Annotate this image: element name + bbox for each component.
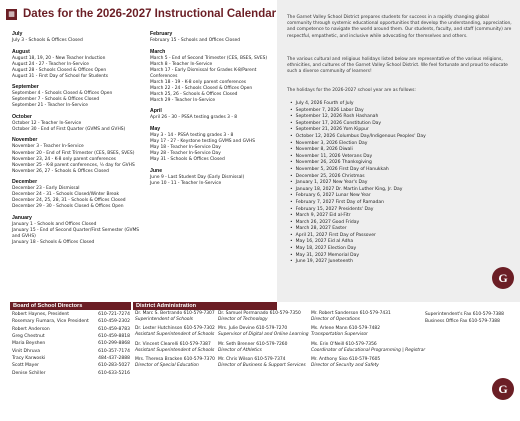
calendar-event: and GVHS) <box>12 233 36 239</box>
calendar-event: November 23, 24 - K-8 only parent conferences <box>12 156 116 162</box>
holiday-item: • September 21, 2026 Yom Kippur <box>290 127 426 134</box>
holiday-item: • February 7, 2027 First Day of Ramadan <box>290 200 426 207</box>
calendar-event: August 24 - 27 - Teacher In-Service <box>12 61 89 67</box>
holiday-item: • February 6, 2027 Lunar New Year <box>290 193 426 200</box>
calendar-event: March 17 - Early Dismissal for Grades K-8/Parent <box>150 67 257 73</box>
board-member-row <box>12 370 130 377</box>
month-heading: September <box>12 84 39 91</box>
admin-role: Director of Athletics <box>218 347 262 353</box>
holiday-item: • November 8, 2026 Diwali <box>290 147 426 154</box>
admin-entry <box>311 357 411 369</box>
admin-entry <box>218 357 306 369</box>
admin-role: Director of Operations <box>311 317 360 323</box>
holiday-item: • May 16, 2027 Eid al Adha <box>290 239 426 246</box>
board-member-phone: 610-459-2302 <box>98 319 130 325</box>
admin-role: Coordinator of Educational Programming | Registrar <box>311 347 426 353</box>
month-heading: June <box>150 167 163 174</box>
admin-entry <box>135 311 217 323</box>
month-heading: November <box>12 137 38 144</box>
holiday-item: • September 7, 2026 Labor Day <box>290 108 426 115</box>
calendar-event: March 8 - Teacher In-Service <box>150 61 213 67</box>
calendar-event: March 29 - Teacher In-Service <box>150 97 216 103</box>
month-heading: October <box>12 113 32 120</box>
admin-contact: Dr. Lester Hutchinson 610-579-7302 <box>135 326 215 332</box>
admin-entry <box>135 326 217 338</box>
board-heading: Board of School Directors <box>13 303 83 309</box>
month-heading: December <box>12 179 38 186</box>
admin-contact: Mr. Chris Wilson 610-579-7374 <box>218 357 286 363</box>
board-member-row <box>12 362 130 369</box>
admin-contact: Ms. Erin O'Neill 610-579-7356 <box>311 341 377 347</box>
board-member-row <box>12 311 130 318</box>
holiday-item: • October 12, 2026 Columbus Day/Indigenous Peoples' Day <box>290 134 426 141</box>
admin-column-2 <box>218 311 309 373</box>
page-title: Dates for the 2026-2027 Instructional Calendar <box>23 8 277 20</box>
calendar-event: August 18, 19, 20 - New Teacher Induction <box>12 55 106 61</box>
board-member-name: Robert Anderson <box>12 326 50 332</box>
business-fax: Business Office Fax 610-579-7388 <box>425 319 500 325</box>
board-list <box>12 311 130 377</box>
holiday-item: • July 4, 2026 Fourth of July <box>290 101 426 108</box>
admin-role: Supervisor of Digital and Online Learning <box>218 332 309 338</box>
admin-entry <box>311 341 426 354</box>
month-heading: April <box>150 108 162 115</box>
admin-entry <box>218 342 302 354</box>
month-heading: July <box>12 31 23 37</box>
admin-role: Director of Special Education <box>135 363 199 369</box>
holiday-item: • November 11, 2026 Veterans Day <box>290 154 426 161</box>
admin-entry <box>218 311 302 323</box>
holiday-item: • May 18, 2027 Election Day <box>290 246 426 253</box>
month-heading: May <box>150 125 161 132</box>
board-member-name: Denise Schiller <box>12 370 46 376</box>
board-member-name: Tracy Karwoski <box>12 356 46 362</box>
holiday-item: • September 12, 2026 Rosh Hashanah <box>290 114 426 121</box>
board-member-name: Rosemary Fiumara, Vice President <box>12 319 89 325</box>
page-header <box>6 8 276 20</box>
board-member-phone: 610-299-8868 <box>98 341 130 347</box>
board-member-phone: 610-721-7274 <box>98 312 130 317</box>
month-heading: February <box>150 31 173 37</box>
calendar-event: March 22 - 24 - Schools Closed & Offices Open <box>150 85 253 91</box>
calendar-event: May 18 - Teacher In-Service Day <box>150 145 221 151</box>
board-member-row <box>12 348 130 355</box>
holiday-item: • April 21, 2027 First Day of Passover <box>290 233 426 240</box>
holiday-item: • February 15, 2027 Presidents' Day <box>290 207 426 214</box>
board-member-row <box>12 355 130 362</box>
holiday-item: • September 17, 2026 Constitution Day <box>290 121 426 128</box>
fax-info <box>425 311 504 325</box>
calendar-event: January 1 - Schools and Offices Closed <box>12 221 97 227</box>
calendar-event: May 17 - 27 - Keystone testing GVMS and GVHS <box>150 139 256 145</box>
district-logo: G <box>492 267 514 289</box>
admin-contact: Mr. Anthony Siso 610-579-7605 <box>311 357 381 363</box>
holiday-item: • January 1, 2027 New Year's Day <box>290 180 426 187</box>
admin-entry <box>135 342 217 354</box>
board-member-name: Greg Chestnut <box>12 334 45 340</box>
calendar-event: November 26, 27 - Schools & Offices Closed <box>12 168 109 174</box>
holiday-item: • November 26, 2026 Thanksgiving <box>290 160 426 167</box>
calendar-event: May 3 - 14 - PSSA testing grades 3 - 8 <box>150 132 234 138</box>
calendar-event: March 25, 26 - Schools & Offices Closed <box>150 91 238 97</box>
calendar-event: July 3 - Schools & Offices Closed <box>12 38 83 43</box>
calendar-event: May 28 - Teacher In-Service Day <box>150 151 221 157</box>
holiday-item: • March 26, 2027 Good Friday <box>290 220 426 227</box>
calendar-column-2 <box>150 31 274 187</box>
admin-contact: Dr. Vincent Clearelli 610-579-7387 <box>135 341 211 347</box>
admin-column-1 <box>135 311 217 373</box>
holiday-item: • December 25, 2026 Christmas <box>290 174 426 181</box>
calendar-event: October 12 - Teacher In-Service <box>12 120 82 126</box>
calendar-event: June 9 - Last Student Day (Early Dismissal) <box>150 174 245 180</box>
calendar-event: April 26 - 30 - PSSA testing grades 3 - 8 <box>150 115 238 121</box>
calendar-event: December 29 - 30 - Schools Closed & Offices Open <box>12 204 124 210</box>
board-member-phone: 610-357-7174 <box>98 348 130 354</box>
board-member-row <box>12 340 130 347</box>
calendar-event: November 20 - End of First Trimester (CES, BSES, SVES) <box>12 150 135 156</box>
month-heading: January <box>12 214 32 221</box>
calendar-event: March 5 - End of Second Trimester (CES, BSES, SVES) <box>150 55 268 61</box>
admin-heading: District Administration <box>136 303 197 309</box>
board-member-name: Scott Mayer <box>12 363 39 369</box>
board-member-phone: 484-437-2888 <box>98 356 130 362</box>
holiday-item: • March 9, 2027 Eid al-Fitr <box>290 213 426 220</box>
board-member-phone: 610-633-5216 <box>98 370 130 376</box>
calendar-event: October 30 - End of First Quarter (GVMS and GVHS) <box>12 126 126 132</box>
mission-paragraph: The Garnet Valley School District prepares students for success in a rapidly changing global community through systemic educational opportunities that develop the understanding, appreciation, and competence to navigate the world around them. Our students, faculty, and staff (community) are respectful, empathetic, and inclusive while advocating for themselves and others. <box>287 15 512 39</box>
board-member-name: Vinit Dhruva <box>12 348 40 354</box>
admin-contact: Dr. Samuel Pormanado 610-579-7350 <box>218 311 301 316</box>
superintendent-fax: Superintendent's Fax 610-579-7388 <box>425 312 504 317</box>
holiday-item: • May 31, 2027 Memorial Day <box>290 253 426 260</box>
holiday-item: • March 28, 2027 Easter <box>290 226 426 233</box>
calendar-event: September 7 - Schools & Offices Closed <box>12 97 100 103</box>
district-logo: G <box>492 378 514 400</box>
calendar-event: September 4 - Schools Closed & Offices Open <box>12 91 113 97</box>
board-member-name: Robert Haynes, President <box>12 312 69 317</box>
admin-contact: Mrs. Theresa Bracken 610-579-7370 <box>135 357 215 363</box>
month-heading: August <box>12 48 30 55</box>
holidays-intro: The holidays for the 2026-2027 school year are as follows: <box>287 88 416 93</box>
admin-contact: Mr. Robert Sanderson 610-579-7431 <box>311 311 391 316</box>
admin-role: Transportation Supervisor <box>311 332 368 338</box>
admin-role: Assistant Superintendent of Schools <box>135 332 215 338</box>
admin-entry <box>135 357 217 369</box>
board-member-row <box>12 318 130 325</box>
calendar-event: March 18 - 19 - K-8 only parent conferences <box>150 79 247 85</box>
admin-contact: Mr. Seth Brenner 610-579-7260 <box>218 341 288 347</box>
calendar-column-1 <box>12 31 138 246</box>
admin-role: Superintendent of Schools <box>135 317 193 323</box>
holiday-item: • November 5, 2026 First Day of Hanukkah <box>290 167 426 174</box>
board-member-row <box>12 326 130 333</box>
admin-entry <box>311 326 411 338</box>
admin-role: Director of Security and Safety <box>311 363 379 369</box>
calendar-event: Conferences <box>150 73 178 79</box>
admin-contact: Mrs. Julie Devine 610-579-7270 <box>218 326 288 332</box>
calendar-event: December 24 - 31 - Schools Closed/Winter Break <box>12 192 120 198</box>
board-member-phone: 610-459-8818 <box>98 334 130 340</box>
admin-entry <box>218 326 309 338</box>
board-member-row <box>12 333 130 340</box>
board-member-phone: 610-459-8783 <box>98 326 130 332</box>
calendar-event: January 15 - End of Second Quarter/First Semester (GVMS <box>12 227 140 233</box>
board-member-name: Maria Beyshen <box>12 341 46 347</box>
calendar-icon: ▦ <box>6 9 17 20</box>
month-heading: March <box>150 48 166 55</box>
calendar-event: August 28 - Schools Closed & Offices Open <box>12 67 107 73</box>
diversity-paragraph: The various cultural and religious holidays listed below are representative of the various religions, ethnicities, and cultures of the Garnet Valley School District. We feel fortunate and proud to educate such a diverse community of learners! <box>287 57 508 75</box>
calendar-event: November 25 - K-8 parent conferences, ½ day for GVHS <box>12 162 135 168</box>
calendar-event: November 3 - Teacher In-Service <box>12 144 84 150</box>
admin-contact: Ms. Arlene Mann 610-579-7482 <box>311 326 381 332</box>
admin-role: Assistant Superintendent of Schools <box>135 347 215 353</box>
holiday-item: • November 3, 2026 Election Day <box>290 141 426 148</box>
holiday-list <box>290 101 426 266</box>
admin-column-3 <box>311 311 426 373</box>
calendar-event: May 31 - Schools & Offices Closed <box>150 157 225 163</box>
admin-entry <box>311 311 411 323</box>
admin-contact: Dr. Marc S. Bertrando 610-579-7307 <box>135 311 215 316</box>
calendar-event: February 15 - Schools and Offices Closed <box>150 38 240 43</box>
admin-role: Director of Technology <box>218 317 268 323</box>
calendar-event: August 31 - First Day of School for Students <box>12 73 109 79</box>
calendar-event: September 21 - Teacher In-Service <box>12 103 88 109</box>
holiday-item: • January 18, 2027 Dr. Martin Luther King, Jr. Day <box>290 187 426 194</box>
calendar-event: December 24, 25, 28, 31 - Schools & Offices Closed <box>12 198 126 204</box>
calendar-event: June 10 - 11 - Teacher In-Service <box>150 180 222 186</box>
calendar-event: January 18 - Schools & Offices Closed <box>12 240 95 246</box>
admin-role: Director of Business & Support Services <box>218 363 306 369</box>
holiday-item: • June 19, 2027 Juneteenth <box>290 259 426 266</box>
board-member-phone: 610-283-5027 <box>98 363 130 369</box>
calendar-event: December 23 - Early Dismissal <box>12 186 80 192</box>
